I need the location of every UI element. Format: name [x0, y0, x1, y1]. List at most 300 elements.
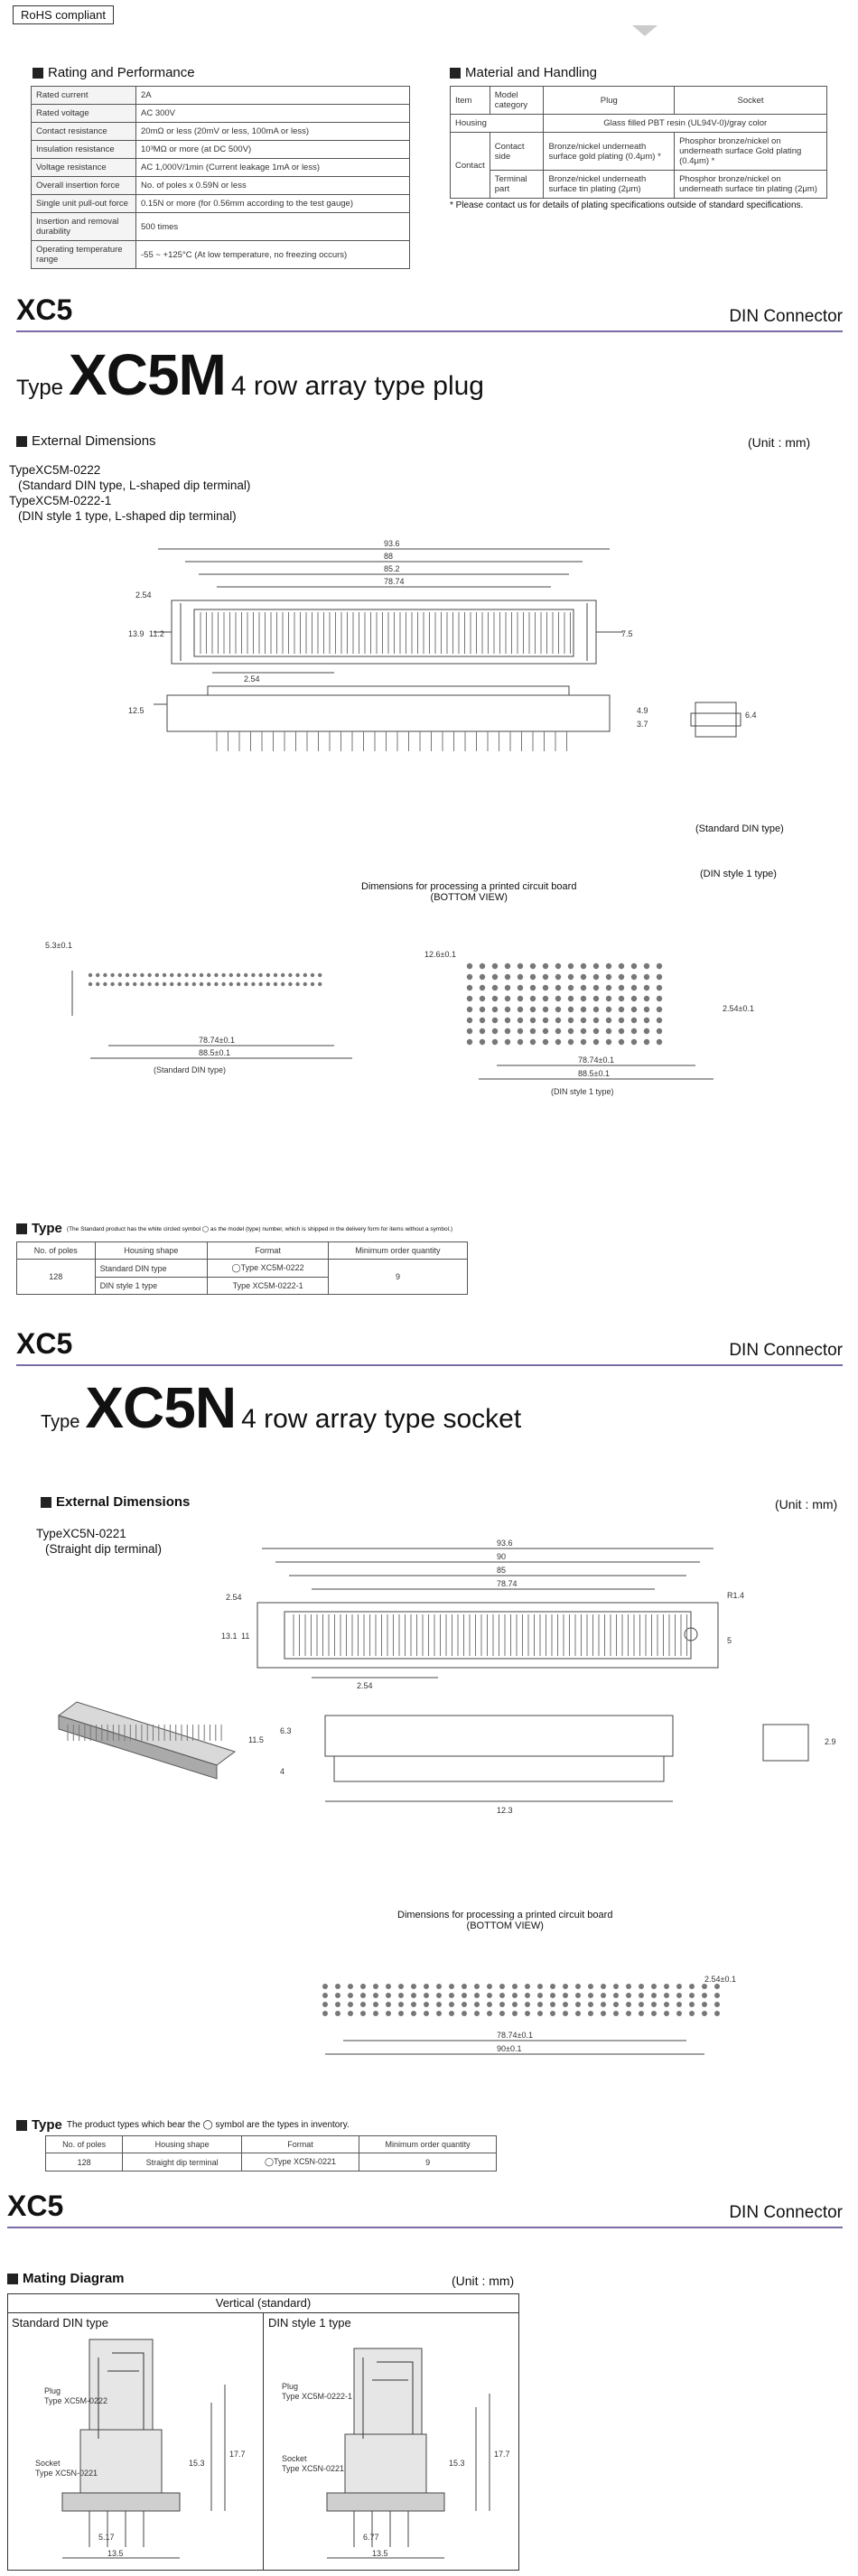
- pcb-hole: [639, 1993, 644, 1998]
- pcb-hole: [543, 974, 548, 980]
- material-header-socket: Socket: [675, 87, 827, 115]
- pcb-hole: [237, 973, 240, 977]
- pcb-hole: [512, 2002, 518, 2007]
- pcb-hole: [593, 963, 599, 969]
- rating-row: [32, 105, 410, 123]
- pcb-hole: [348, 1984, 353, 1989]
- pcb-hole: [702, 1984, 707, 1989]
- pcb-hole: [689, 2002, 695, 2007]
- sec1-pcb-view: (BOTTOM VIEW): [430, 892, 508, 903]
- pcb-hole: [170, 973, 173, 977]
- pcb-hole: [568, 974, 574, 980]
- pcb-hole: [303, 982, 307, 986]
- pcb-hole: [593, 985, 599, 990]
- pcb-hole: [221, 982, 225, 986]
- pcb-hole: [676, 2011, 682, 2016]
- rating-value: AC 300V: [136, 105, 410, 123]
- pcb-hole: [335, 2002, 340, 2007]
- pcb-hole: [266, 982, 270, 986]
- pcb-hole: [530, 985, 536, 990]
- pcb-hole: [311, 973, 314, 977]
- pcb-hole: [631, 974, 637, 980]
- pcb-hole: [505, 963, 510, 969]
- pcb-hole: [480, 963, 485, 969]
- dim-d3: 85.2: [384, 564, 400, 573]
- pcb-hole: [588, 1984, 593, 1989]
- rating-label: Insertion and removal durability: [32, 213, 136, 241]
- decorative-triangle-icon: [632, 25, 657, 36]
- pcb-hole: [436, 1993, 442, 1998]
- rating-value: AC 1,000V/1min (Current leakage 1mA or less): [136, 159, 410, 177]
- pcb-hole: [581, 1039, 586, 1045]
- pcb-hole: [575, 1993, 581, 1998]
- pcb-hole: [200, 973, 203, 977]
- rating-value: 0.15N or more (for 0.56mm according to the test gauge): [136, 195, 410, 213]
- n-dim-d6: 13.1: [221, 1632, 238, 1641]
- pcb-hole: [568, 1039, 574, 1045]
- pcb-hole: [601, 1993, 606, 1998]
- pcb-hole: [170, 982, 173, 986]
- pcb-hole: [492, 985, 498, 990]
- pcb-hole: [335, 1993, 340, 1998]
- sec2-ext-title-text: External Dimensions: [56, 1494, 191, 1510]
- pcb-hole: [518, 963, 523, 969]
- pcb-hole: [657, 963, 662, 969]
- pcb-hole: [266, 973, 270, 977]
- pcb-hole: [467, 963, 472, 969]
- pcb-hole: [237, 982, 240, 986]
- pcb-hole: [386, 2011, 391, 2016]
- sec1-td-format-1: Type XC5M-0222-1: [208, 1278, 329, 1295]
- pcb-hole: [651, 2002, 657, 2007]
- pcb-hole: [543, 1039, 548, 1045]
- n-dim-d11: 4: [280, 1767, 285, 1776]
- pcb-hole: [126, 973, 129, 977]
- pcb-hole: [318, 982, 322, 986]
- pcb-hole: [505, 1007, 510, 1012]
- rating-title-text: Rating and Performance: [48, 65, 195, 80]
- bullet-square-icon: [16, 1223, 27, 1234]
- pcb-hole: [664, 2002, 669, 2007]
- material-title: [450, 65, 597, 80]
- pcb-hole: [619, 1039, 624, 1045]
- rating-label: Voltage resistance: [32, 159, 136, 177]
- mating-left-dim-d: 13.5: [107, 2549, 124, 2558]
- pcb-hole: [274, 973, 277, 977]
- pcb-hole: [676, 1993, 682, 1998]
- pcb-hole: [373, 2011, 378, 2016]
- rating-value: 2A: [136, 87, 410, 105]
- pcb-hole: [657, 1018, 662, 1023]
- sec1-type-table: [16, 1242, 468, 1295]
- rating-row: [32, 87, 410, 105]
- pcb-hole: [386, 1984, 391, 1989]
- sec3-mating-title-text: Mating Diagram: [23, 2271, 125, 2286]
- bullet-square-icon: [16, 436, 27, 447]
- pcb-hole: [525, 1993, 530, 1998]
- pcb-hole: [348, 2011, 353, 2016]
- rating-row: [32, 241, 410, 269]
- pcb-hole: [487, 1993, 492, 1998]
- pcb-hole: [505, 1039, 510, 1045]
- pcb-hole: [505, 985, 510, 990]
- n-dim-d4: 78.74: [497, 1579, 518, 1588]
- pcb-hole: [568, 985, 574, 990]
- pcb-hole: [110, 973, 114, 977]
- pcb-hole: [295, 982, 299, 986]
- sec3-unit: (Unit : mm): [452, 2274, 515, 2288]
- mating-left-dim-a: 15.3: [189, 2459, 205, 2468]
- pcb-hole: [581, 974, 586, 980]
- pcb-hole: [288, 973, 292, 977]
- pcb-hole: [631, 1039, 637, 1045]
- pcb-hole: [411, 2011, 416, 2016]
- mating-box: [7, 2293, 519, 2571]
- pcb-s1-dim-g: 88.5±0.1: [578, 1069, 610, 1078]
- pcb-hole: [601, 2002, 606, 2007]
- pcb-hole: [505, 974, 510, 980]
- pcb-hole: [631, 1007, 637, 1012]
- pcb-hole: [606, 974, 611, 980]
- sec1-model2: TypeXC5M-0222-1: [9, 494, 112, 507]
- mating-left-dim-b: 17.7: [229, 2450, 246, 2459]
- pcb-hole: [626, 1993, 631, 1998]
- pcb-hole: [462, 2011, 467, 2016]
- pcb-hole: [613, 2011, 619, 2016]
- pcb-hole: [499, 2002, 505, 2007]
- pcb-hole: [251, 982, 255, 986]
- pcb-hole: [714, 2002, 720, 2007]
- pcb-hole: [480, 974, 485, 980]
- pcb-hole: [244, 973, 247, 977]
- pcb-hole: [568, 1018, 574, 1023]
- sec1-type-prefix: Type: [16, 376, 64, 400]
- sec1-td-poles: 128: [17, 1260, 96, 1295]
- pcb-hole: [664, 2011, 669, 2016]
- sec2-model1: TypeXC5N-0221: [36, 1527, 126, 1540]
- pcb-hole: [530, 1039, 536, 1045]
- pcb-hole: [480, 1039, 485, 1045]
- sec1-model1: TypeXC5M-0222: [9, 463, 101, 477]
- pcb-hole: [467, 1028, 472, 1034]
- dim-d2: 88: [384, 552, 394, 561]
- sec1-category: DIN Connector: [729, 307, 843, 326]
- n-dim-d7: 11: [241, 1632, 250, 1641]
- pcb-hole: [322, 2011, 328, 2016]
- sec1-model1-desc: (Standard DIN type, L-shaped dip terminal): [18, 479, 251, 492]
- rating-table: [31, 86, 410, 269]
- pcb-hole: [258, 982, 262, 986]
- rating-label: Insulation resistance: [32, 141, 136, 159]
- pcb-std-dim-c: 88.5±0.1: [199, 1048, 230, 1057]
- pcb-hole: [606, 985, 611, 990]
- pcb-hole: [619, 996, 624, 1001]
- sec1-type-desc: 4 row array type plug: [230, 371, 484, 401]
- pcb-hole: [588, 1993, 593, 1998]
- pcb-hole: [360, 1993, 366, 1998]
- pcb-hole: [487, 1984, 492, 1989]
- pcb-hole: [702, 2002, 707, 2007]
- pcb-hole: [626, 1984, 631, 1989]
- pcb-hole: [606, 1039, 611, 1045]
- pcb-hole: [575, 1984, 581, 1989]
- pcb-hole: [499, 2011, 505, 2016]
- rating-row: [32, 141, 410, 159]
- pcb-hole: [651, 1993, 657, 1998]
- sec1-td-qty: 9: [328, 1260, 467, 1295]
- pcb-hole: [543, 1028, 548, 1034]
- material-housing-label: Housing: [451, 115, 544, 133]
- pcb-s1-dim-d: 12.6±0.1: [424, 950, 456, 959]
- sec1-series: XC5: [16, 293, 73, 326]
- n-pcb-dim-c: 90±0.1: [497, 2044, 522, 2053]
- pcb-hole: [492, 1028, 498, 1034]
- xc5n-socket-illustration: [50, 1679, 248, 1788]
- bullet-square-icon: [41, 1497, 51, 1508]
- pcb-hole: [207, 973, 210, 977]
- n-dim-d5: 2.54: [226, 1593, 242, 1602]
- rating-value: 500 times: [136, 213, 410, 241]
- pcb-hole: [492, 1007, 498, 1012]
- pcb-hole: [555, 996, 561, 1001]
- mating-right-dim-d: 13.5: [372, 2549, 388, 2558]
- xc5m-pcb-style1-drawing: [424, 948, 822, 1102]
- pcb-hole: [530, 1018, 536, 1023]
- rating-value: 10³MΩ or more (at DC 500V): [136, 141, 410, 159]
- pcb-hole: [619, 1028, 624, 1034]
- pcb-hole: [619, 974, 624, 980]
- pcb-hole: [462, 2002, 467, 2007]
- pcb-hole: [449, 2002, 454, 2007]
- pcb-hole: [606, 1007, 611, 1012]
- pcb-hole: [126, 982, 129, 986]
- pcb-hole: [568, 1028, 574, 1034]
- pcb-hole: [424, 2011, 429, 2016]
- sec1-pcb-heading: [361, 881, 576, 903]
- material-table: [450, 86, 827, 199]
- pcb-hole: [177, 973, 181, 977]
- pcb-hole: [631, 963, 637, 969]
- pcb-hole: [505, 1028, 510, 1034]
- pcb-hole: [492, 963, 498, 969]
- dim-d5: 2.54: [135, 591, 152, 600]
- sec2-pcb-view: (BOTTOM VIEW): [466, 1920, 544, 1931]
- pcb-hole: [601, 2011, 606, 2016]
- pcb-hole: [644, 963, 649, 969]
- pcb-hole: [537, 1993, 543, 1998]
- pcb-hole: [644, 1018, 649, 1023]
- pcb-hole: [581, 996, 586, 1001]
- pcb-hole: [192, 973, 196, 977]
- pcb-hole: [467, 1007, 472, 1012]
- pcb-hole: [398, 1984, 404, 1989]
- pcb-hole: [639, 1984, 644, 1989]
- pcb-hole: [480, 996, 485, 1001]
- material-plug-contact: Bronze/nickel underneath surface gold plating (0.4μm) *: [544, 133, 675, 171]
- dim-d11: 3.7: [637, 720, 648, 729]
- pcb-hole: [274, 982, 277, 986]
- sec2-td-poles: 128: [46, 2153, 123, 2171]
- sec2-type-note: The product types which bear the ◯ symbol are the types in inventory.: [66, 2120, 350, 2130]
- pcb-hole: [436, 2002, 442, 2007]
- pcb-hole: [581, 1007, 586, 1012]
- pcb-hole: [543, 1007, 548, 1012]
- pcb-hole: [155, 982, 159, 986]
- pcb-hole: [644, 974, 649, 980]
- material-header-category: Model category: [490, 87, 544, 115]
- sec1-ext-title: [16, 433, 156, 449]
- pcb-hole: [103, 973, 107, 977]
- pcb-hole: [499, 1993, 505, 1998]
- pcb-hole: [449, 1993, 454, 1998]
- sec1-type-note: (The Standard product has the white circled symbol ◯ as the model (type) number, which is shipped in the delivery form for items without a symbol.): [66, 1225, 452, 1232]
- pcb-hole: [518, 996, 523, 1001]
- pcb-hole: [689, 2011, 695, 2016]
- mating-right-dim-c: 6.77: [363, 2533, 379, 2542]
- mating-left-plug: Plug Type XC5M-0222: [44, 2386, 108, 2405]
- sec3-category: DIN Connector: [729, 2203, 843, 2222]
- pcb-hole: [398, 2011, 404, 2016]
- sec1-type-title-text: Type: [32, 1221, 62, 1236]
- sec2-th-qty: Minimum order quantity: [359, 2136, 497, 2153]
- pcb-hole: [555, 985, 561, 990]
- pcb-hole: [118, 982, 122, 986]
- sec1-ext-title-text: External Dimensions: [32, 433, 156, 449]
- pcb-hole: [118, 973, 122, 977]
- pcb-hole: [244, 982, 247, 986]
- material-header-item: Item: [451, 87, 490, 115]
- pcb-hole: [550, 1993, 555, 1998]
- n-dim-d10: 6.3: [280, 1726, 292, 1735]
- n-dim-d15: 2.54: [357, 1681, 373, 1690]
- pcb-hole: [530, 1028, 536, 1034]
- pcb-hole: [626, 2002, 631, 2007]
- pcb-hole: [593, 974, 599, 980]
- sec1-type-name: XC5M: [69, 342, 226, 407]
- pcb-hole: [555, 1007, 561, 1012]
- pcb-hole: [581, 1028, 586, 1034]
- pcb-hole: [424, 1984, 429, 1989]
- pcb-hole: [575, 2011, 581, 2016]
- pcb-hole: [207, 982, 210, 986]
- pcb-hole: [467, 974, 472, 980]
- sec3-mating-title: [7, 2271, 125, 2286]
- mating-right-title: DIN style 1 type: [268, 2316, 351, 2330]
- pcb-hole: [398, 1993, 404, 1998]
- sec2-th-poles: No. of poles: [46, 2136, 123, 2153]
- pcb-hole: [644, 985, 649, 990]
- pcb-hole: [474, 1984, 480, 1989]
- pcb-hole: [714, 1993, 720, 1998]
- mating-right-dim-b: 17.7: [494, 2450, 510, 2459]
- pcb-hole: [295, 973, 299, 977]
- pcb-hole: [424, 2002, 429, 2007]
- pcb-hole: [467, 985, 472, 990]
- pcb-hole: [530, 974, 536, 980]
- pcb-hole: [676, 2002, 682, 2007]
- pcb-hole: [619, 963, 624, 969]
- n-dim-d8: 5: [727, 1636, 732, 1645]
- sec3-series: XC5: [7, 2190, 64, 2222]
- pcb-hole: [89, 982, 92, 986]
- sec1-type-heading: [16, 341, 484, 408]
- pcb-hole: [639, 2002, 644, 2007]
- pcb-hole: [555, 974, 561, 980]
- sec3-header: [7, 2190, 843, 2228]
- pcb-hole: [386, 1993, 391, 1998]
- pcb-hole: [606, 996, 611, 1001]
- pcb-hole: [518, 1028, 523, 1034]
- pcb-hole: [467, 996, 472, 1001]
- pcb-hole: [373, 2002, 378, 2007]
- pcb-hole: [155, 973, 159, 977]
- sec2-header: [16, 1327, 843, 1366]
- pcb-hole: [229, 973, 233, 977]
- pcb-hole: [619, 1007, 624, 1012]
- pcb-hole: [537, 1984, 543, 1989]
- pcb-hole: [619, 1018, 624, 1023]
- mating-left-dim-c: 5.17: [98, 2533, 115, 2542]
- bullet-square-icon: [7, 2274, 18, 2284]
- pcb-hole: [676, 1984, 682, 1989]
- pcb-hole: [163, 973, 166, 977]
- dim-d9: 12.5: [128, 706, 145, 715]
- rohs-badge: RoHS compliant: [13, 5, 114, 24]
- rating-label: Single unit pull-out force: [32, 195, 136, 213]
- pcb-hole: [550, 2011, 555, 2016]
- pcb-hole: [89, 973, 92, 977]
- pcb-hole: [318, 973, 322, 977]
- bullet-square-icon: [16, 2120, 27, 2131]
- sec2-td-shape: Straight dip terminal: [123, 2153, 242, 2171]
- n-dim-d14: R1.4: [727, 1591, 745, 1600]
- material-header-plug: Plug: [544, 87, 675, 115]
- pcb-hole: [555, 1028, 561, 1034]
- pcb-hole: [411, 2002, 416, 2007]
- sec1-header: [16, 293, 843, 332]
- sec2-type-title: [16, 2117, 350, 2133]
- pcb-hole: [110, 982, 114, 986]
- pcb-hole: [631, 996, 637, 1001]
- pcb-hole: [322, 2002, 328, 2007]
- pcb-hole: [644, 1007, 649, 1012]
- pcb-hole: [657, 1028, 662, 1034]
- pcb-hole: [512, 1984, 518, 1989]
- sec1-model2-desc: (DIN style 1 type, L-shaped dip terminal): [18, 509, 237, 523]
- pcb-hole: [214, 973, 218, 977]
- pcb-hole: [657, 974, 662, 980]
- pcb-hole: [398, 2002, 404, 2007]
- pcb-hole: [664, 1993, 669, 1998]
- pcb-hole: [474, 1993, 480, 1998]
- sec2-td-format: ◯Type XC5N-0221: [241, 2153, 359, 2171]
- pcb-hole: [322, 1993, 328, 1998]
- pcb-hole: [505, 1018, 510, 1023]
- dim-d7: 11.2: [149, 629, 164, 638]
- pcb-hole: [581, 1018, 586, 1023]
- rating-row: [32, 213, 410, 241]
- mating-right-dim-a: 15.3: [449, 2459, 465, 2468]
- pcb-hole: [555, 1039, 561, 1045]
- pcb-hole: [613, 1984, 619, 1989]
- pcb-hole: [657, 1007, 662, 1012]
- pcb-hole: [657, 985, 662, 990]
- sec1-td-shape-0: Standard DIN type: [95, 1260, 208, 1278]
- rating-value: No. of poles x 0.59N or less: [136, 177, 410, 195]
- pcb-hole: [644, 996, 649, 1001]
- pcb-hole: [644, 1028, 649, 1034]
- pcb-hole: [184, 982, 188, 986]
